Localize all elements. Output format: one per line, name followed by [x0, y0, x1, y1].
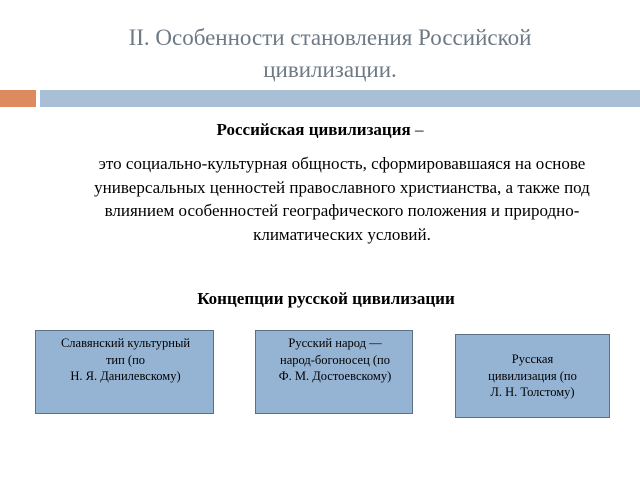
definition-text: это социально-культурная общность, сформировавшаяся на основе универсальных ценностей православного христианства, а также под влиянием особенностей географического положения и природно-климатических условий. — [94, 154, 590, 244]
slide-title-line-2: цивилизации. — [263, 57, 397, 82]
concept-box-dostoevsky-text: Русский народ — народ-богоносец (по Ф. М. Достоевскому) — [278, 336, 392, 383]
accent-bar-orange — [0, 90, 36, 107]
concept-box-tolstoy-text: Русская цивилизация (по Л. Н. Толстому) — [488, 352, 577, 400]
definition-dash: – — [410, 120, 424, 139]
concept-box-danilevsky — [35, 330, 214, 414]
accent-bar-blue — [40, 90, 640, 107]
concept-box-tolstoy — [455, 334, 610, 418]
definition-term: Российская цивилизация — [216, 120, 411, 139]
concepts-heading: Концепции русской цивилизации — [197, 289, 455, 308]
concept-box-danilevsky-text: Славянский культурный тип (по Н. Я. Данилевскому) — [60, 336, 191, 383]
slide-title-line-1: II. Особенности становления Российской — [128, 25, 532, 50]
definition-term-line — [0, 119, 640, 141]
slide-title — [70, 22, 590, 86]
concept-box-dostoevsky — [255, 330, 413, 414]
